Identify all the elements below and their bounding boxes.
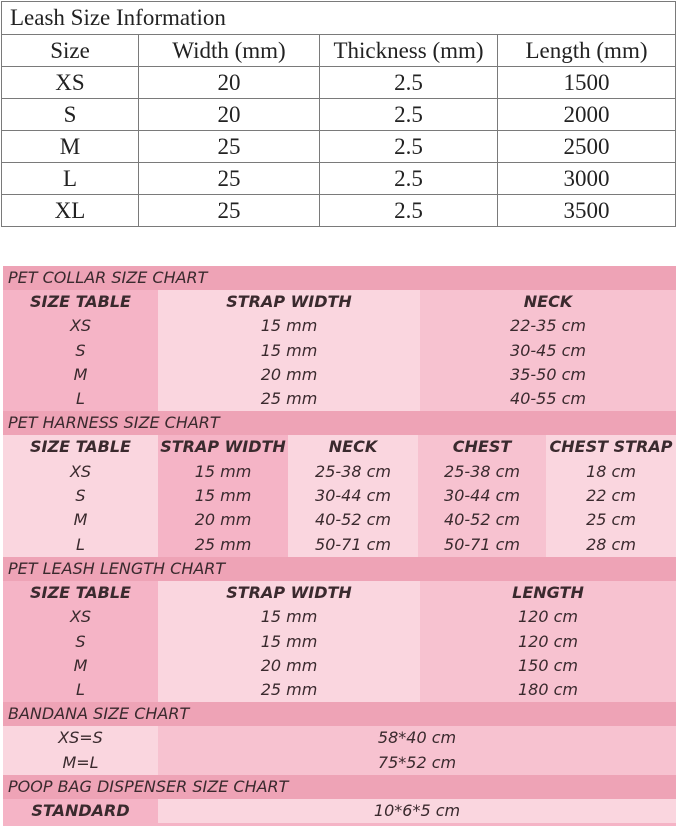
column-header: Thickness (mm) <box>320 35 498 67</box>
table-cell: 2.5 <box>320 99 498 131</box>
table-cell: 22 cm <box>546 484 676 508</box>
table-cell: 2.5 <box>320 195 498 227</box>
leash-table-header-row <box>2 35 676 67</box>
table-cell: 25 <box>139 131 320 163</box>
column-header: SIZE TABLE <box>3 290 158 314</box>
table-cell: 25 <box>139 163 320 195</box>
table-cell: 3000 <box>498 163 676 195</box>
table-cell: 2000 <box>498 99 676 131</box>
table-cell: 20 mm <box>158 363 420 387</box>
table-cell: S <box>2 99 139 131</box>
table-cell: XL <box>2 195 139 227</box>
leash-size-table <box>1 1 676 227</box>
table-cell: 180 cm <box>420 678 676 702</box>
size-cell: XS=S <box>3 726 158 750</box>
column-header: NECK <box>420 290 676 314</box>
poop-bag-chart-title: POOP BAG DISPENSER SIZE CHART <box>3 775 676 799</box>
table-row <box>2 131 676 163</box>
table-cell: 25 mm <box>158 387 420 411</box>
harness-chart-table <box>3 435 676 556</box>
column-header: Length (mm) <box>498 35 676 67</box>
column-header: LENGTH <box>420 581 676 605</box>
table-cell: XS <box>2 67 139 99</box>
table-cell: 50-71 cm <box>418 533 546 557</box>
table-cell: 25-38 cm <box>288 460 418 484</box>
table-cell: 2.5 <box>320 67 498 99</box>
size-cell: XS <box>3 605 158 629</box>
table-cell: L <box>2 163 139 195</box>
table-row <box>2 99 676 131</box>
table-cell: 3500 <box>498 195 676 227</box>
table-cell: 50-71 cm <box>288 533 418 557</box>
size-cell: STANDARD <box>3 799 158 823</box>
table-row <box>2 195 676 227</box>
table-cell: 15 mm <box>158 339 420 363</box>
table-cell: 30-44 cm <box>418 484 546 508</box>
table-cell: 1500 <box>498 67 676 99</box>
table-cell: 20 mm <box>158 508 288 532</box>
table-cell: 22-35 cm <box>420 314 676 338</box>
table-cell: 10*6*5 cm <box>158 799 676 823</box>
column-header: CHEST <box>418 435 546 459</box>
size-cell: S <box>3 339 158 363</box>
table-cell: 25 mm <box>158 533 288 557</box>
column-header: STRAP WIDTH <box>158 581 420 605</box>
table-cell: 20 <box>139 99 320 131</box>
collar-chart-table <box>3 290 676 411</box>
column-header: SIZE TABLE <box>3 581 158 605</box>
table-cell: 15 mm <box>158 460 288 484</box>
pet-size-charts <box>3 266 676 826</box>
size-cell: M <box>3 508 158 532</box>
size-cell: L <box>3 387 158 411</box>
size-cell: M <box>3 363 158 387</box>
table-cell: 25-38 cm <box>418 460 546 484</box>
table-cell: 20 mm <box>158 654 420 678</box>
table-cell: 40-52 cm <box>288 508 418 532</box>
table-cell: 25 <box>139 195 320 227</box>
table-row <box>2 163 676 195</box>
table-cell: 2500 <box>498 131 676 163</box>
table-cell: 75*52 cm <box>158 751 676 775</box>
collar-chart-title: PET COLLAR SIZE CHART <box>3 266 676 290</box>
table-cell: 15 mm <box>158 314 420 338</box>
table-cell: 40-55 cm <box>420 387 676 411</box>
table-cell: 2.5 <box>320 163 498 195</box>
column-header: SIZE TABLE <box>3 435 158 459</box>
leash-length-chart-table <box>3 581 676 702</box>
table-cell: 40-52 cm <box>418 508 546 532</box>
size-cell: S <box>3 484 158 508</box>
table-cell: 20 <box>139 67 320 99</box>
poop-bag-chart-table <box>3 799 676 823</box>
leash-length-chart-title: PET LEASH LENGTH CHART <box>3 557 676 581</box>
size-cell: XS <box>3 460 158 484</box>
size-cell: L <box>3 533 158 557</box>
leash-table-title: Leash Size Information <box>2 2 676 35</box>
size-cell: S <box>3 630 158 654</box>
table-cell: 30-44 cm <box>288 484 418 508</box>
table-cell: 28 cm <box>546 533 676 557</box>
table-cell: 25 cm <box>546 508 676 532</box>
table-cell: 15 mm <box>158 630 420 654</box>
size-cell: L <box>3 678 158 702</box>
table-cell: M <box>2 131 139 163</box>
table-cell: 15 mm <box>158 605 420 629</box>
table-cell: 30-45 cm <box>420 339 676 363</box>
bandana-chart-table <box>3 726 676 775</box>
size-cell: M=L <box>3 751 158 775</box>
table-row <box>2 67 676 99</box>
table-cell: 35-50 cm <box>420 363 676 387</box>
table-cell: 2.5 <box>320 131 498 163</box>
bandana-chart-title: BANDANA SIZE CHART <box>3 702 676 726</box>
column-header: NECK <box>288 435 418 459</box>
table-cell: 18 cm <box>546 460 676 484</box>
column-header: STRAP WIDTH <box>158 290 420 314</box>
table-cell: 120 cm <box>420 630 676 654</box>
column-header: CHEST STRAP <box>546 435 676 459</box>
table-cell: 150 cm <box>420 654 676 678</box>
column-header: Width (mm) <box>139 35 320 67</box>
table-cell: 25 mm <box>158 678 420 702</box>
table-cell: 15 mm <box>158 484 288 508</box>
column-header: Size <box>2 35 139 67</box>
harness-chart-title: PET HARNESS SIZE CHART <box>3 411 676 435</box>
table-cell: 58*40 cm <box>158 726 676 750</box>
table-cell: 120 cm <box>420 605 676 629</box>
size-cell: XS <box>3 314 158 338</box>
size-cell: M <box>3 654 158 678</box>
column-header: STRAP WIDTH <box>158 435 288 459</box>
